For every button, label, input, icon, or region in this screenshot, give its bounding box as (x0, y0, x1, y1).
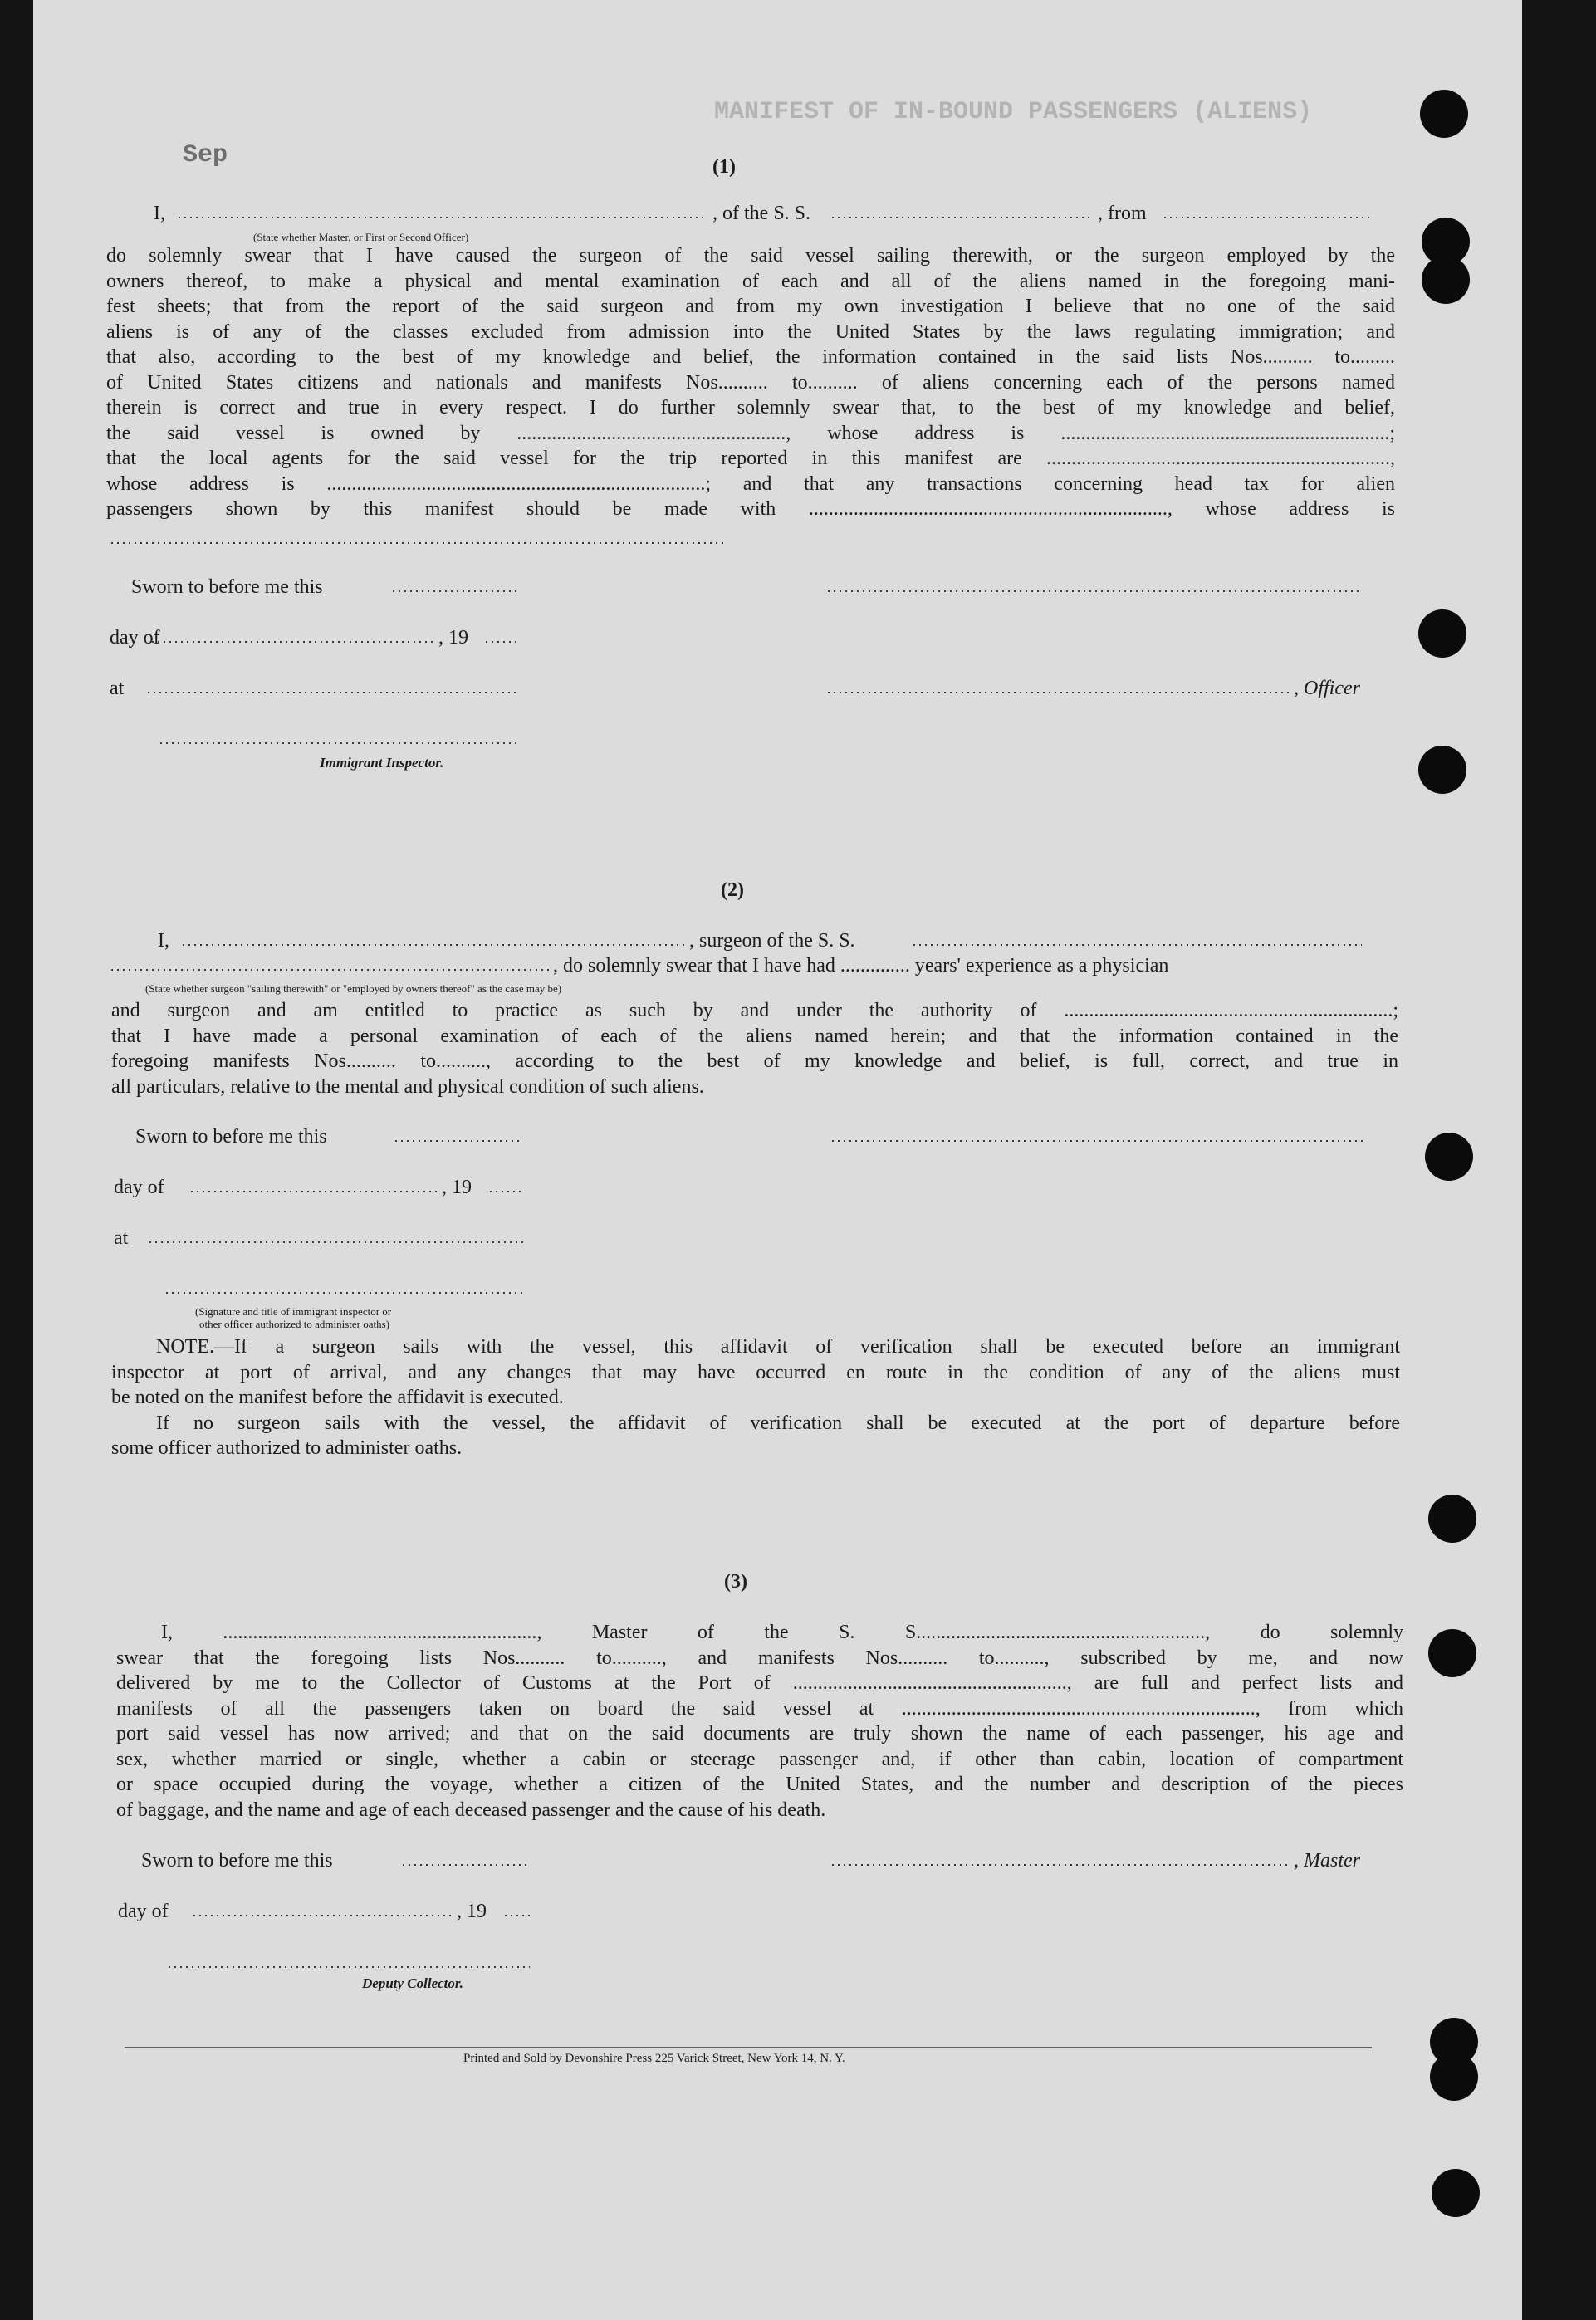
day-of-label-1: day of (110, 627, 160, 649)
bleed-through-date: Sep (183, 141, 228, 169)
oath2-surgeon-of-ss: , surgeon of the S. S. (689, 930, 855, 952)
year-label-1: , 19 (438, 627, 468, 649)
signature-note-line1: (Signature and title of immigrant inspector or (195, 1305, 392, 1318)
signature-note-line2: other officer authorized to administer oaths) (199, 1318, 389, 1330)
day-of-label-2: day of (114, 1177, 164, 1198)
section3-oath-body: I, ..............................................................., Master of the S. S.........................................................., do solemnly swear that the foregoing lists Nos.......... to.........., and manifests Nos.......... to.........., subscribed by me, and now delivered by me to the Collector of Customs at the Port of ......................................................., are full and perfect lists and manifests of all the passengers taken on board the said vessel at ......................................................................., from which port said vessel has now arrived; and that on the said documents are truly shown the name of each passenger, his age and sex, whether married or single, whether a cabin or steerage passenger and, if other than cabin, location of compartment or space occupied during the voyage, whether a citizen of the United States, and the number and description of the pieces of baggage, and the name and age of each deceased passenger and the cause of his death. (116, 1622, 1403, 1821)
immigrant-inspector-label: Immigrant Inspector. (320, 755, 444, 771)
fill-in-lines (33, 0, 1522, 2320)
section-number-2: (2) (721, 879, 744, 901)
oath1-from: , from (1098, 203, 1147, 224)
oath2-line2: , do solemnly swear that I have had .............. years' experience as a physician (553, 955, 1169, 976)
sworn-before-label-3: Sworn to before me this (141, 1850, 333, 1872)
section-number-3: (3) (724, 1571, 747, 1593)
officer-type-note: (State whether Master, or First or Second Officer) (253, 231, 469, 243)
bleed-through-title: MANIFEST OF IN-BOUND PASSENGERS (ALIENS) (714, 98, 1313, 126)
at-label-2: at (114, 1227, 129, 1249)
deputy-collector-label: Deputy Collector. (362, 1975, 463, 1991)
master-label: , Master (1294, 1850, 1360, 1872)
surgeon-note: NOTE.—If a surgeon sails with the vessel, this affidavit of verification shall be executed before an immigrant inspector at port of arrival, and any changes that may have occurred en route in the condition of any of the aliens must be noted on the manifest before the affidavit is executed. If no surgeon sails with the vessel, the affidavit of verification shall be executed at the port of departure before some officer authorized to administer oaths. (111, 1336, 1400, 1459)
section2-oath-body: and surgeon and am entitled to practice as such by and under the authority of ..................................................................; that I have made a personal examination of each of the aliens named herein; and that the information contained in the foregoing manifests Nos.......... to.........., according to the best of my knowledge and belief, is full, correct, and true in all particulars, relative to the mental and physical condition of such aliens. (111, 1000, 1398, 1098)
officer-label: , Officer (1294, 678, 1360, 699)
manifest-page (33, 0, 1522, 2320)
sworn-before-label-1: Sworn to before me this (131, 576, 323, 598)
day-of-label-3: day of (118, 1901, 169, 1922)
sworn-before-label-2: Sworn to before me this (135, 1126, 327, 1148)
oath2-i: I, (158, 930, 169, 952)
oath1-i: I, (154, 203, 165, 224)
surgeon-type-note: (State whether surgeon "sailing therewith" or "employed by owners thereof" as the case may be) (145, 982, 562, 995)
oath1-of-ss: , of the S. S. (712, 203, 811, 224)
section1-oath-body: do solemnly swear that I have caused the surgeon of the said vessel sailing therewith, or the surgeon employed by the owners thereof, to make a physical and mental examination of each and all of the aliens named in the foregoing mani- fest sheets; that from the report of the said surgeon and from my own investigation I believe that no one of the said aliens is of any of the classes excluded from admission into the United States by the laws regulating immigration; and that also, according to the best of my knowledge and belief, the information contained in the said lists Nos.......... to......... of United States citizens and nationals and manifests Nos.......... to.......... of aliens concerning each of the persons named therein is correct and true in every respect. I do further solemnly swear that, to the best of my knowledge and belief, the said vessel is owned by ......................................................, whose address is ..................................................................; that the local agents for the said vessel for the trip reported in this manifest are ....................................................................., whose address is ............................................................................; and that any transactions concerning head tax for alien passengers shown by this manifest should be made with ........................................................................, whose address is (106, 245, 1395, 520)
year-label-3: , 19 (457, 1901, 487, 1922)
section-number-1: (1) (712, 156, 736, 178)
printer-imprint: Printed and Sold by Devonshire Press 225 Varick Street, New York 14, N. Y. (463, 2052, 845, 2065)
at-label-1: at (110, 678, 125, 699)
year-label-2: , 19 (442, 1177, 472, 1198)
